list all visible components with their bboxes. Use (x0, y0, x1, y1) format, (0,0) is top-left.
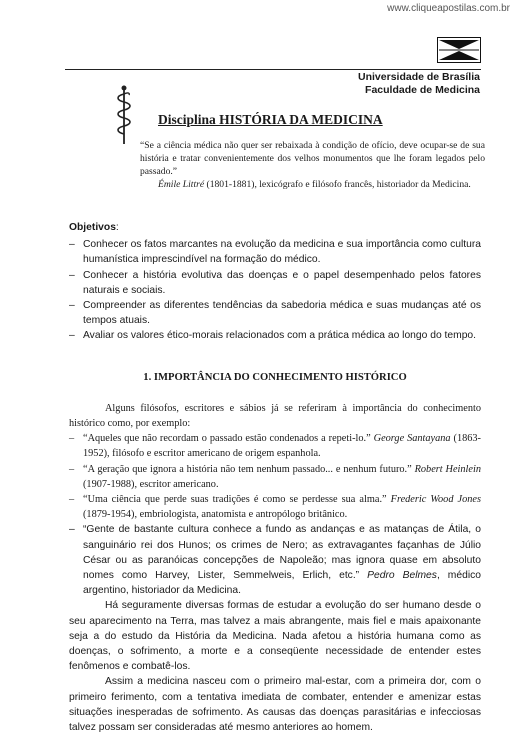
epigraph-attribution (140, 178, 485, 191)
site-url: www.cliqueapostilas.com.br (387, 3, 510, 14)
objective-item: – Compreender as diferentes tendências da sabedoria médica e suas mudanças até os tempos atuais. (69, 298, 481, 328)
caduceus-icon (112, 84, 136, 146)
quote-text: “A geração que ignora a história não tem nenhum passado... e nenhum futuro.” (83, 463, 415, 475)
epigraph-quote: “Se a ciência médica não quer ser rebaixada à condição de ofício, deve ocupar-se de sua história e tratar convenientemente dos velhos monumentos que lhe foram legados pelo passado.” (140, 140, 485, 177)
university-name: Universidade de Brasília (358, 71, 480, 83)
course-title: Disciplina HISTÓRIA DA MEDICINA (158, 112, 383, 127)
epigraph-author-info: (1801-1881), lexicógrafo e filósofo francês, historiador da Medicina. (204, 179, 471, 190)
epigraph (140, 139, 485, 191)
document-body (69, 220, 481, 735)
quote-item (69, 522, 481, 598)
quote-text: “Gente de bastante cultura conhece a fundo as andanças e as matanças de Átila, o sanguinário rei dos Hunos; os crimes de Nero; as extravagantes façanhas de Júlio César ou as paranóicas concepções de Napoleão; mas ignora quase em absoluto nomes como Harvey, Lister, Semmelweis, Erlich, etc.” (83, 524, 481, 582)
objectives-colon: : (115, 222, 119, 233)
quote-author: Robert Heinlein (414, 463, 481, 475)
quote-author: George Santayana (373, 433, 451, 445)
quote-author-info: , médico argentino, historiador da Medicina. (83, 570, 481, 597)
objectives-label: Objetivos (69, 222, 116, 233)
objective-item: – Conhecer os fatos marcantes na evolução da medicina e sua importância como cultura humanística imprescindível na formação do médico. (69, 237, 481, 267)
objectives-list (69, 237, 481, 343)
quote-author-info: (1907-1988), escritor americano. (83, 478, 219, 490)
body-paragraph: Há seguramente diversas formas de estudar a evolução do ser humano desde o seu aparecimento na Terra, mas talvez a mais abrangente, mais fiel e mais apaixonante seja a do estudo da História da Medicina. Nada afetou a história humana como as doenças, o sofrimento, a morte e a conseqüente necessidade de entender estes fenômenos e combatê-los. (69, 600, 481, 673)
objectives-heading (69, 220, 481, 235)
objective-item: – Avaliar os valores ético-morais relacionados com a prática médica ao longo do tempo. (69, 328, 481, 343)
body-paragraph: Assim a medicina nasceu com o primeiro mal-estar, com a primeira dor, com o primeiro ferimento, com a tentativa imediata de combater, entender e amenizar estas situações inesperadas de sofrimento. As causas das doenças parasitárias e infecciosas talvez possam ser consideradas até mesmo anteriores ao homem. (69, 676, 481, 734)
institution-header (358, 71, 480, 97)
section-intro-paragraph: Alguns filósofos, escritores e sábios já se referiram à importância do conhecimento histórico como, por exemplo: (69, 402, 481, 430)
faculty-name: Faculdade de Medicina (365, 84, 480, 96)
quote-text: “Uma ciência que perde suas tradições é como se perdesse sua alma.” (83, 494, 391, 506)
header-divider (65, 69, 481, 70)
quote-author-info: (1863-1952), filósofo e escritor americano de origem espanhola. (83, 433, 481, 460)
quote-author: Frederic Wood Jones (390, 494, 481, 506)
quote-item (69, 492, 481, 522)
quote-author: Pedro Belmes (367, 570, 437, 582)
quote-item (69, 431, 481, 461)
objective-item: – Conhecer a história evolutiva das doenças e o papel desempenhado pelos fatores naturais e sociais. (69, 268, 481, 298)
quotes-list (69, 431, 481, 598)
quote-item (69, 462, 481, 492)
section-title: 1. IMPORTÂNCIA DO CONHECIMENTO HISTÓRICO (143, 371, 407, 383)
quote-text: “Aqueles que não recordam o passado estão condenados a repeti-lo.” (83, 433, 374, 445)
university-logo-icon (437, 37, 481, 63)
epigraph-author-name: Émile Littré (158, 179, 205, 190)
quote-author-info: (1879-1954), embriologista, anatomista e antropólogo britânico. (83, 509, 348, 521)
